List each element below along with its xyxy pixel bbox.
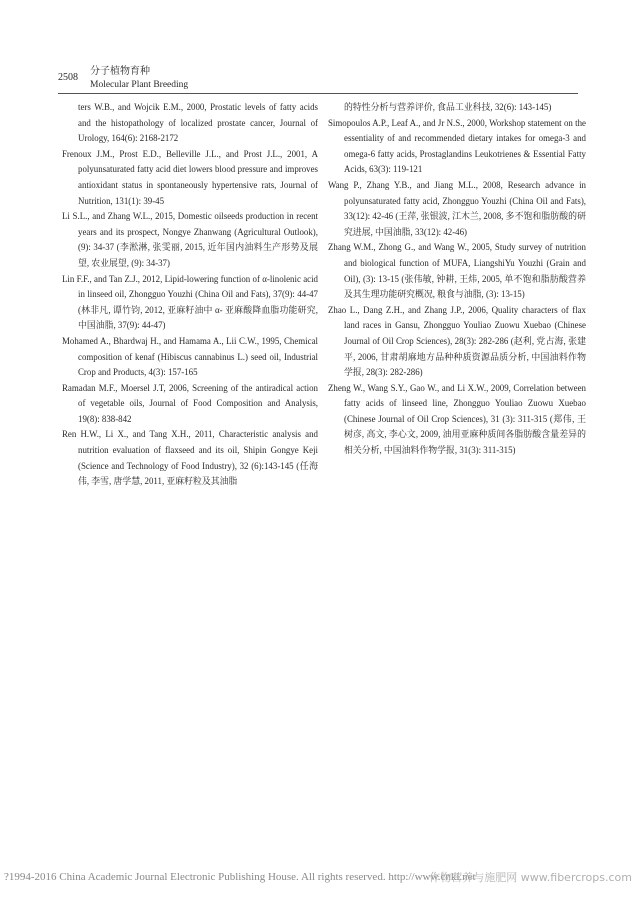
reference-entry: Li S.L., and Zhang W.L., 2015, Domestic oilseeds production in recent years and its prospect, Nongye Zhanwang (Agricultural Outlook), (9): 34-37 (李淞淋, 张雯丽, 2015, 近年国内油料生产形势及展望, 农业展望, (9): 34-37) <box>62 211 318 268</box>
journal-title-cn: 分子植物育种 <box>90 66 150 77</box>
reference-entry: 的特性分析与营养评价, 食品工业科技, 32(6): 143-145) <box>344 102 552 112</box>
reference-column-left <box>62 100 318 490</box>
site-watermark: 作物营养与施肥网 www.fibercrops.com <box>429 871 632 884</box>
reference-entry: Simopoulos A.P., Leaf A., and Jr N.S., 2000, Workshop statement on the essentiality of and recommended dietary intakes for omega-3 and omega-6 fatty acids, Prostaglandins Leukotrienes & Essential Fatty Acids, 63(3): 119-121 <box>328 117 586 175</box>
reference-entry: Zheng W., Wang S.Y., Gao W., and Li X.W., 2009, Correlation between fatty acids of linseed line, Zhongguo Youliao Zuowu Xuebao (Chinese Journal of Oil Crop Sciences), 31 (3): 311-315 (郑伟, 王树彦, 高文, 李心文, 2009, 油用亚麻种质间各脂肪酸含量差异的相关分析, 中国油料作物学报, 31(3): 311-315) <box>328 382 586 456</box>
journal-title-en: Molecular Plant Breeding <box>90 80 189 90</box>
copyright-notice: ?1994-2016 China Academic Journal Electronic Publishing House. All rights reserved. http://www.cnki.net <box>4 871 476 883</box>
header-rule <box>58 93 578 94</box>
page-footer <box>4 871 632 883</box>
reference-entry: Lin F.F., and Tan Z.J., 2012, Lipid-lowering function of α-linolenic acid in linseed oil, Zhongguo Youzhi (China Oil and Fats), 37(9): 44-47 (林非凡, 谭竹钧, 2012, 亚麻籽油中 α- 亚麻酸降血脂功能研究, 中国油脂, 37(9): 44-47) <box>62 273 318 331</box>
reference-entry: Zhang W.M., Zhong G., and Wang W., 2005, Study survey of nutrition and biological function of MUFA, LiangshiYu Youzhi (Grain and Oil), (3): 13-15 (张伟敏, 钟耕, 王炜, 2005, 单不饱和脂肪酸营养及其生理功能研究概况, 粮食与油脂, (3): 13-15) <box>328 242 586 300</box>
reference-entry: Wang P., Zhang Y.B., and Jiang M.L., 2008, Research advance in polyunsaturated fatty acid, Zhongguo Youzhi (China Oil and Fats), 33(12): 42-46 (王萍, 张银波, 江木兰, 2008, 多不饱和脂肪酸的研究进展, 中国油脂, 33(12): 42-46) <box>328 179 586 237</box>
reference-entry: Frenoux J.M., Prost E.D., Belleville J.L., and Prost J.L., 2001, A polyunsaturated fatty acid diet lowers blood pressure and improves antioxidant status in spontaneously hypertensive rats, Journal of Nutrition, 131(1): 39-45 <box>62 148 318 206</box>
page-header <box>58 60 578 100</box>
reference-entry: Ramadan M.F., Moersel J.T, 2006, Screening of the antiradical action of vegetable oils, Journal of Food Composition and Analysis, 19(8): 838-842 <box>62 382 318 424</box>
reference-entry: ters W.B., and Wojcik E.M., 2000, Prostatic levels of fatty acids and the histopathology of localized prostate cancer, Journal of Urology, 164(6): 2168-2172 <box>78 102 318 144</box>
reference-entry: Ren H.W., Li X., and Tang X.H., 2011, Characteristic analysis and nutrition evaluation of flaxseed and its oil, Shipin Gongye Keji (Science and Technology of Food Industry), 32 (6):143-145 (任海伟, 李雪, 唐学慧, 2011, 亚麻籽粒及其油脂 <box>62 429 318 487</box>
reference-entry: Mohamed A., Bhardwaj H., and Hamama A., Lii C.W., 1995, Chemical composition of kenaf (Hibiscus cannabinus L.) seed oil, Industrial Crop and Products, 4(3): 157-165 <box>62 335 318 378</box>
reference-entry: Zhao L., Dang Z.H., and Zhang J.P., 2006, Quality characters of flax land races in Gansu, Zhongguo Youliao Zuowu Xuebao (Chinese Journal of Oil Crop Sciences), 28(3): 282-286 (赵利, 党占海, 张建平, 2006, 甘肃胡麻地方品种种质资源品质分析, 中国油料作物学报, 28(3): 282-286) <box>328 304 586 378</box>
reference-column-right <box>328 100 586 459</box>
page-number: 2508 <box>58 72 78 83</box>
